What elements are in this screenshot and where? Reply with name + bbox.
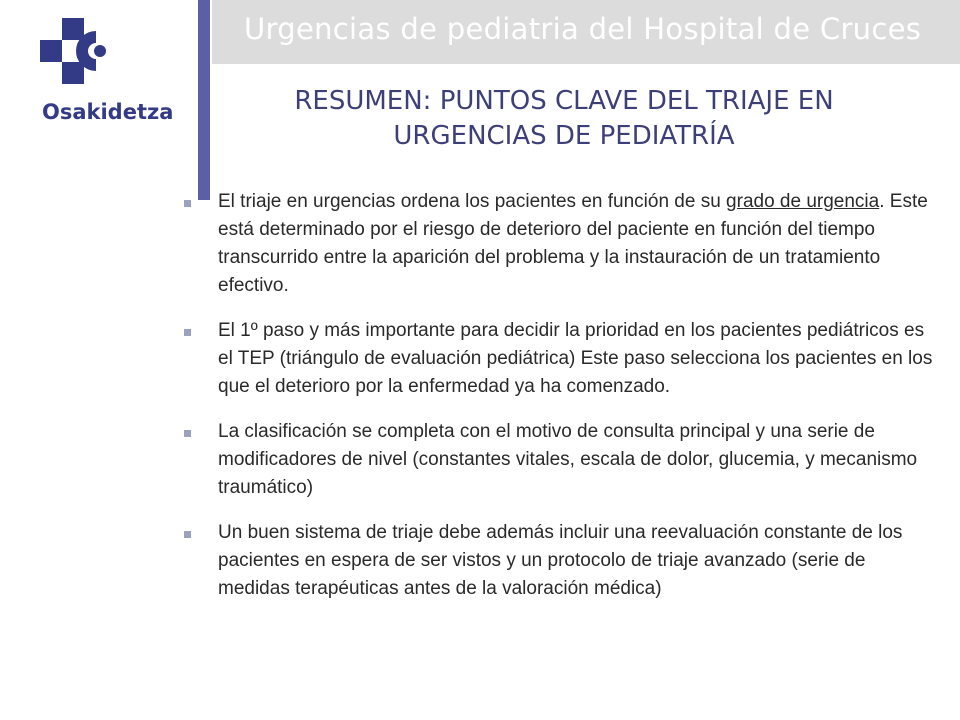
bullet-square-icon: [184, 531, 191, 538]
bullet-text-segment: El triaje en urgencias ordena los pacientes en función de su: [218, 191, 727, 212]
bullet-item: [184, 317, 936, 401]
bullet-item: [184, 418, 936, 502]
grado-de-urgencia-link[interactable]: grado de urgencia: [726, 191, 880, 212]
bullet-square-icon: [184, 430, 191, 437]
bullet-text-segment: . Este está determinado por el riesgo de deterioro del paciente en función del tiempo transcurrido entre la aparición del problema y la instauración de un tratamiento efectivo.: [218, 191, 928, 296]
bullet-text: El 1º paso y más importante para decidir la prioridad en los pacientes pediátricos es el TEP (triángulo de evaluación pediátrica) Este paso selecciona los pacientes en los que el deterioro por la enfermedad ya ha comenzado.: [218, 320, 933, 397]
accent-bar: [198, 0, 210, 200]
osakidetza-logo-icon: [40, 14, 120, 94]
header-title: Urgencias de pediatria del Hospital de Cruces: [244, 12, 922, 46]
logo-text: Osakidetza: [42, 100, 174, 124]
bullet-text: La clasificación se completa con el motivo de consulta principal y una serie de modificadores de nivel (constantes vitales, escala de dolor, glucemia, y mecanismo traumático): [218, 421, 918, 498]
bullet-text: [218, 188, 936, 300]
bullet-square-icon: [184, 200, 191, 207]
bullet-item: [184, 519, 936, 603]
bullet-list: [184, 188, 936, 620]
bullet-square-icon: [184, 329, 191, 336]
bullet-item: [184, 188, 936, 300]
slide-title: RESUMEN: PUNTOS CLAVE DEL TRIAJE EN URGENCIAS DE PEDIATRÍA: [294, 86, 834, 151]
bullet-text: Un buen sistema de triaje debe además incluir una reevaluación constante de los pacientes en espera de ser vistos y un protocolo de triaje avanzado (serie de medidas terapéuticas antes de la valoración médica): [218, 522, 903, 599]
